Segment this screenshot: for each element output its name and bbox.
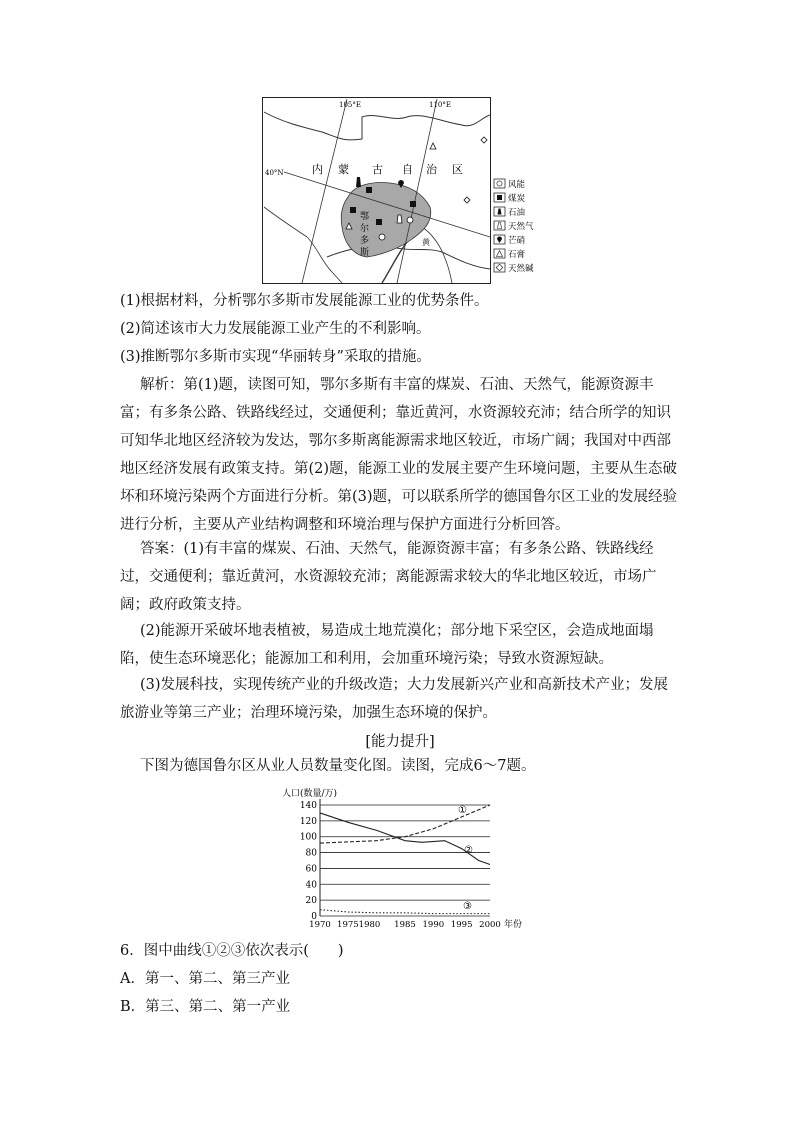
lon-label-110: 110°E — [429, 101, 451, 109]
svg-text:古: 古 — [372, 163, 383, 176]
river-label: 黄 — [422, 238, 430, 247]
x-tick-label: 19751980 — [337, 920, 381, 930]
question-1: (1)根据材料，分析鄂尔多斯市发展能源工业的优势条件。 — [120, 293, 489, 309]
series-label: ② — [464, 845, 473, 856]
y-axis-label: 人口(数量/万) — [282, 789, 338, 799]
svg-text:尔: 尔 — [360, 224, 370, 234]
question-3: (3)推断鄂尔多斯市实现“华丽转身”采取的措施。 — [120, 349, 431, 365]
x-axis-label: 年份 — [504, 920, 523, 930]
wind-power-icon — [379, 234, 385, 240]
legend-label: 天然气 — [508, 222, 534, 232]
legend-label: 石油 — [508, 208, 526, 218]
x-tick-label: 1995 — [450, 920, 473, 930]
svg-text:治: 治 — [426, 163, 437, 176]
svg-text:自: 自 — [402, 163, 413, 176]
coal-icon — [350, 207, 356, 213]
option-a: A．第一、第二、第三产业 — [120, 971, 290, 987]
svg-text:斯: 斯 — [360, 248, 370, 258]
answer-1: 答案：(1)有丰富的煤炭、石油、天然气，能源资源丰富；有多条公路、铁路线经过，交通便利；靠近黄河，水资源较充沛；离能源需求较大的华北地区较近，市场广阔；政府政策支持。 — [120, 541, 657, 613]
lat-label-40: 40°N — [265, 169, 284, 177]
employment-line-chart — [280, 785, 523, 933]
wind-power-icon — [407, 217, 413, 223]
answer-3: (3)发展科技，实现传统产业的升级改造；大力发展新兴产业和高新技术产业；发展旅游业等第三产业；治理环境污染，加强生态环境的保护。 — [120, 677, 669, 721]
y-tick-label: 140 — [299, 801, 317, 811]
coal-icon — [376, 219, 382, 225]
question-2: (2)简述该市大力发展能源工业产生的不利影响。 — [120, 321, 431, 337]
coal-icon — [410, 201, 416, 207]
y-tick-label: 80 — [305, 848, 317, 859]
svg-text:内: 内 — [312, 163, 323, 176]
legend-label: 芒硝 — [508, 236, 526, 246]
series-label: ① — [458, 805, 467, 816]
x-tick-label: 2000 — [479, 920, 501, 930]
answer-2: (2)能源开采破坏地表植被，易造成土地荒漠化；部分地下采空区，会造成地面塌陷，使生态环境恶化；能源加工和利用，会加重环境污染；导致水资源短缺。 — [120, 623, 654, 667]
x-tick-label: 1970 — [309, 920, 331, 930]
y-tick-label: 40 — [305, 880, 317, 891]
svg-text:多: 多 — [360, 236, 370, 246]
legend-label: 煤炭 — [508, 194, 526, 204]
svg-text:区: 区 — [452, 163, 463, 176]
chart-intro: 下图为德国鲁尔区从业人员数量变化图。读图，完成6～7题。 — [140, 758, 536, 774]
y-tick-label: 60 — [305, 864, 317, 875]
ordos-map — [262, 97, 532, 284]
series-label: ③ — [463, 901, 472, 912]
y-tick-label: 120 — [299, 816, 317, 827]
y-tick-label: 100 — [299, 832, 317, 843]
y-tick-label: 20 — [305, 896, 317, 907]
legend-label: 风能 — [508, 180, 526, 190]
svg-text:鄂: 鄂 — [360, 212, 370, 222]
y-tick-label: 0 — [311, 912, 317, 922]
legend-label: 石膏 — [508, 250, 526, 260]
coal-icon — [366, 187, 372, 193]
option-b: B．第三、第二、第一产业 — [120, 999, 291, 1015]
lon-label-105: 105°E — [339, 101, 361, 109]
legend-label: 天然碱 — [508, 264, 534, 274]
map-legend — [494, 179, 534, 274]
svg-text:蒙: 蒙 — [338, 163, 349, 176]
x-tick-label: 1985 — [394, 920, 416, 930]
analysis-paragraph: 解析：第(1)题，读图可知，鄂尔多斯有丰富的煤炭、石油、天然气，能源资源丰富；有多条公路、铁路线经过，交通便利；靠近黄河，水资源较充沛；结合所学的知识可知华北地区经济较为发达，鄂尔多斯离能源需求地区较近，市场广阔；我国对中西部地区经济发展有政策支持。第(2)题，能源工业的发展主要产生环境问题，主要从生态破坏和环境污染两个方面进行分析。第(3)题，可以联系所学的德国鲁尔区工业的发展经验进行分析，主要从产业结构调整和环境治理与保护方面进行分析回答。 — [120, 377, 678, 533]
x-tick-label: 1990 — [422, 920, 445, 930]
natural-gas-icon — [397, 215, 402, 223]
section-title: [能力提升] — [365, 734, 435, 750]
question-6: 6．图中曲线①②③依次表示( ) — [120, 943, 344, 959]
